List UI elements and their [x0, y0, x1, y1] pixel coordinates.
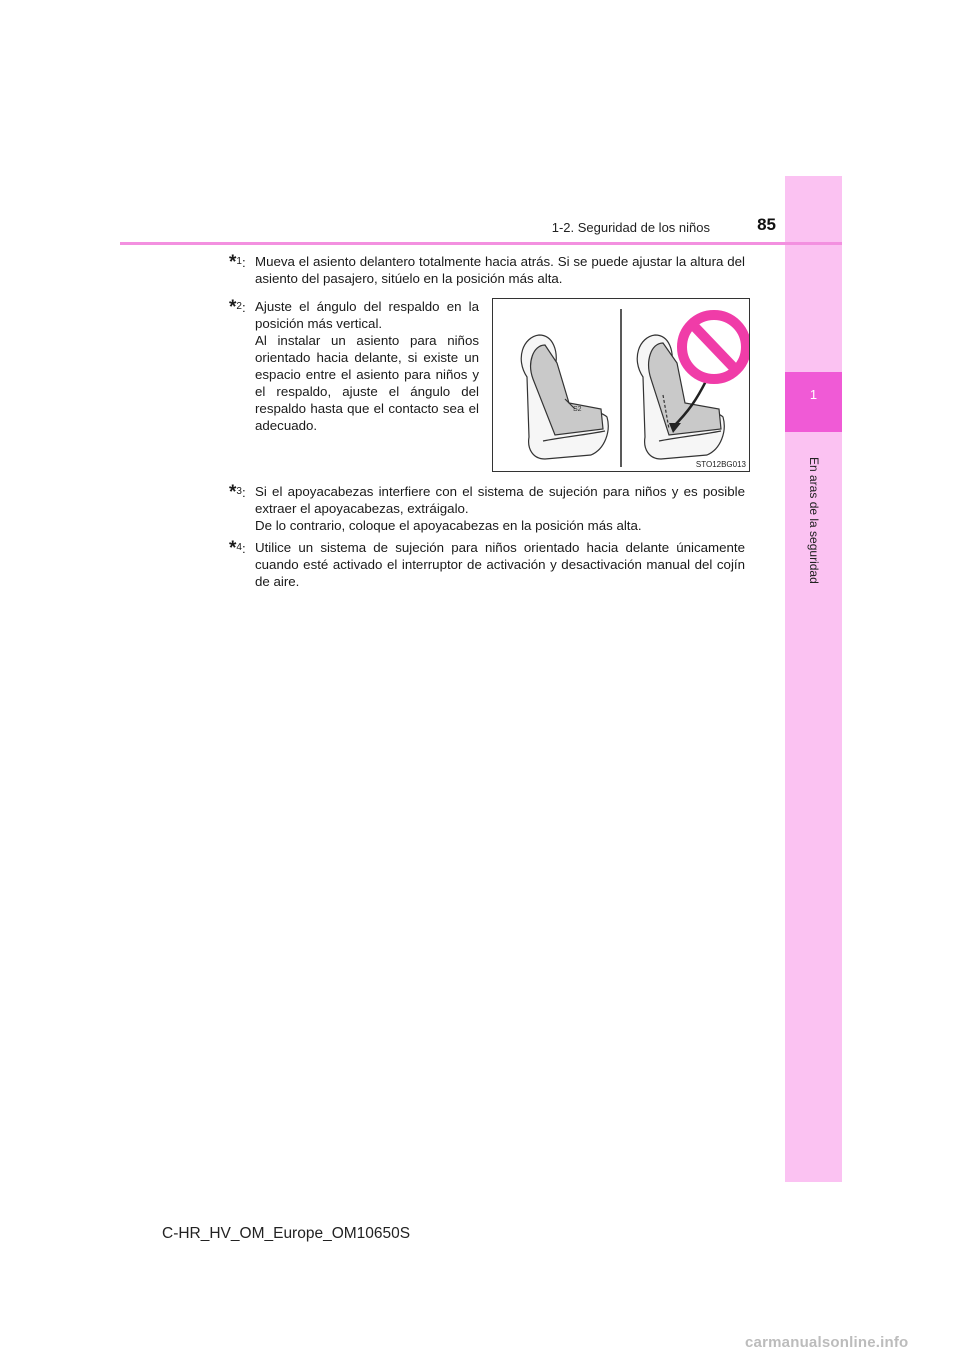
- note-text: Ajuste el ángulo del respaldo en la posición más vertical.: [255, 299, 479, 331]
- chapter-number: 1: [809, 387, 818, 402]
- watermark[interactable]: carmanualsonline.info: [745, 1334, 909, 1351]
- note-text: Si el apoyacabezas interfiere con el sistema de sujeción para niños y es posible extraer el apoyacabezas, extráigalo.: [255, 484, 745, 516]
- document-id: C-HR_HV_OM_Europe_OM10650S: [162, 1225, 411, 1242]
- note-2: [229, 298, 479, 434]
- note-marker: *$^1$:: [229, 252, 246, 273]
- note-marker: *$^2$:: [229, 297, 246, 318]
- note-marker: *$^4$:: [229, 538, 246, 559]
- note-marker: *$^3$:: [229, 482, 246, 503]
- header-rule: [120, 242, 842, 245]
- note-4: [229, 539, 745, 590]
- page-number: 85: [757, 215, 776, 234]
- seat-illustration: [493, 299, 749, 471]
- chapter-tab-active[interactable]: [785, 372, 842, 432]
- figure-code: STO12BG013: [695, 460, 746, 469]
- note-text: De lo contrario, coloque el apoyacabezas en la posición más alta.: [255, 518, 642, 533]
- note-text: Al instalar un asiento para niños orientado hacia delante, si existe un espacio entre el asiento para niños y el respaldo, ajuste el ángulo del respaldo hasta que el contacto sea el adecuado.: [255, 333, 479, 433]
- note-text: Utilice un sistema de sujeción para niños orientado hacia delante únicamente cuando esté activado el interruptor de activación y desactivación manual del cojín de aire.: [255, 540, 745, 589]
- chapter-title: En aras de la seguridad: [807, 456, 821, 584]
- note-3: [229, 483, 745, 534]
- no-entry-icon: [682, 315, 746, 379]
- section-title: 1-2. Seguridad de los niños: [551, 220, 710, 235]
- chapter-side-tab: [785, 176, 842, 1182]
- svg-text:S2: S2: [573, 406, 582, 413]
- child-seat-figure: [492, 298, 750, 472]
- seat-correct: [521, 335, 608, 459]
- note-text: Mueva el asiento delantero totalmente hacia atrás. Si se puede ajustar la altura del asiento del pasajero, sitúelo en la posición más alta.: [255, 254, 745, 286]
- note-1: [229, 253, 745, 287]
